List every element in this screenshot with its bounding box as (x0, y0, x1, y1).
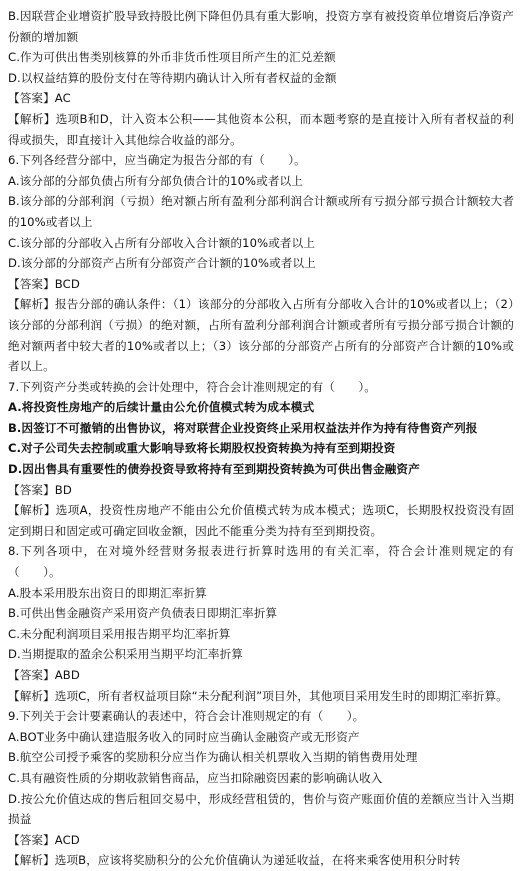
text-line: 9.下列关于会计要素确认的表述中，符合会计准则规定的有（ ）。 (8, 709, 365, 724)
text-line: C.对子公司失去控制或重大影响导致将长期股权投资转换为持有至到期投资 (8, 441, 396, 456)
text-line: B.因签订不可撤销的出售协议，将对联营企业投资终止采用权益法并作为持有待售资产列报 (8, 420, 478, 435)
text-line: B.航空公司授予乘客的奖励积分应当作为确认相关机票收入当期的销售费用处理 (8, 750, 418, 765)
text-line: 【解析】选项B，应该将奖励积分的公允价值确认为递延收益，在将来乘客使用积分时转 (8, 853, 461, 868)
text-line: D.该分部的分部资产占所有分部资产合计额的10%或者以上 (8, 256, 316, 271)
text-line: D.当期提取的盈余公积采用当期平均汇率折算 (8, 647, 243, 662)
text-line: C.该分部的分部收入占所有分部收入合计额的10%或者以上 (8, 235, 316, 250)
text-line: 7.下列资产分类或转换的会计处理中，符合会计准则规定的有（ ）。 (8, 379, 376, 394)
text-line: 【答案】ABD (8, 668, 80, 682)
text-line: 【解析】选项A，投资性房地产不能由公允价值模式转为成本模式；选项C，长期股权投资没有固定到期日和固定或可确定回收金额，因此不能重分类为持有至到期投资。 (8, 503, 514, 538)
text-line: C.具有融资性质的分期收款销售商品，应当扣除融资因素的影响确认收入 (8, 770, 383, 785)
text-line: A.将投资性房地产的后续计量由公允价值模式转为成本模式 (8, 400, 315, 415)
text-line: B.该分部的分部利润（亏损）绝对额占所有盈利分部利润合计额或所有亏损分部亏损合计额较大者的10%或者以上 (8, 194, 514, 229)
text-line: B.可供出售金融资产采用资产负债表日即期汇率折算 (8, 606, 278, 621)
text-line: D.按公允价值达成的售后租回交易中，形成经营租赁的，售价与资产账面价值的差额应当计入当期损益 (8, 791, 514, 827)
text-line: D.以权益结算的股份支付在等待期内确认计入所有者权益的金额 (8, 70, 337, 85)
text-line: 【答案】AC (8, 91, 71, 106)
text-line: C.未分配利润项目采用报告期平均汇率折算 (8, 626, 231, 641)
text-line: A.该分部的分部负债占所有分部负债合计的10%或者以上 (8, 173, 303, 188)
text-line: 6.下列各经营分部中，应当确定为报告分部的有（ ）。 (8, 153, 306, 168)
text-line: A.BOT业务中确认建造服务收入的同时应当确认金融资产或无形资产 (8, 729, 360, 744)
text-line: 【解析】报告分部的确认条件：（1）该部分的分部收入占所有分部收入合计的10%或者以上；（2）该分部的分部利润（亏损）的绝对额，占所有盈利分部利润合计额或者所有亏损分部亏损合计额的绝对额两者中较大者的10%或者以上；（3）该分部的分部资产占所有的分部资产合计额的10%或者以上。 (8, 297, 514, 374)
text-line: 8.下列各项中，在对境外经营财务报表进行折算时选用的有关汇率，符合会计准则规定的有（ ）。 (8, 544, 514, 580)
text-line: A.股本采用股东出资日的即期汇率折算 (8, 585, 207, 600)
text-line: 【解析】选项C，所有者权益项目除“未分配利润”项目外，其他项目采用发生时的即期汇率折算。 (8, 688, 508, 703)
text-line: 【答案】BCD (8, 276, 80, 291)
text-line: B.因联营企业增资扩股导致持股比例下降但仍具有重大影响，投资方享有被投资单位增资后净资产份额的增加额 (8, 9, 514, 44)
text-line: 【解析】选项B和D，计入资本公积——其他资本公积，而本题考察的是直接计入所有者权益的利得或损失，即直接计入其他综合收益的部分。 (8, 111, 514, 147)
text-line: D.因出售具有重要性的债券投资导致将持有至到期投资转换为可供出售金融资产 (8, 462, 420, 477)
text-line: C.作为可供出售类别核算的外币非货币性项目所产生的汇兑差额 (8, 50, 336, 65)
text-line: 【答案】BD (8, 482, 72, 497)
text-line: 【答案】ACD (8, 832, 80, 847)
